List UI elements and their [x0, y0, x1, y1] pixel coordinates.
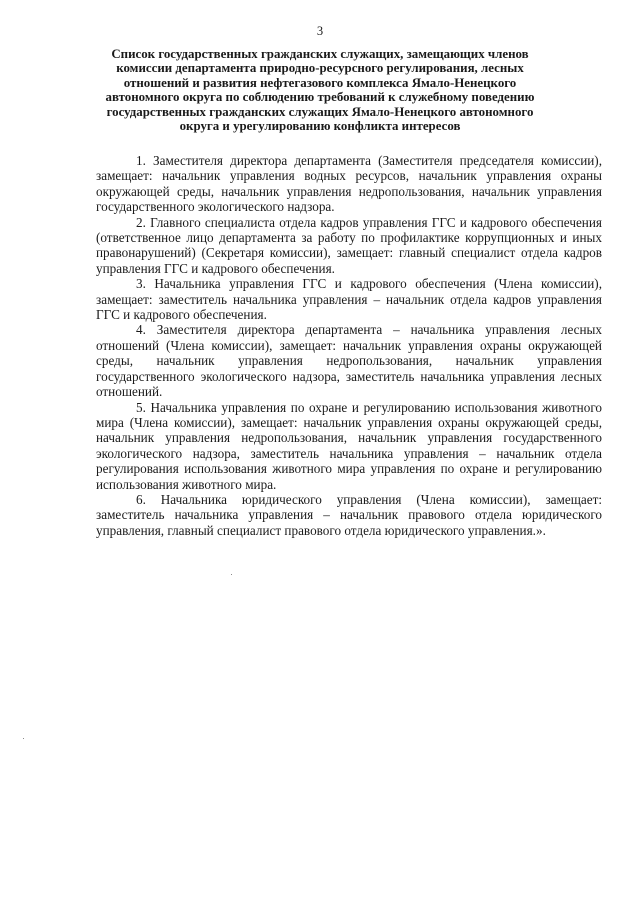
list-item-5: 5. Начальника управления по охране и регулированию использования животного мира (Члена комиссии), замещает: начальник управления охраны окружающей среды, начальник управления недропользования, начальник управления государственного экологического надзора, заместитель начальника управления – начальник отдела регулирования использования животного мира управления по охране и регулированию использования животного мира. — [96, 399, 602, 492]
list-item-3: 3. Начальника управления ГГС и кадрового обеспечения (Члена комиссии), замещает: заместитель начальника управления – начальник отдела кадров управления ГГС и кадрового обеспечения. — [96, 276, 602, 323]
scan-speck — [231, 574, 232, 575]
list-item-6: 6. Начальника юридического управления (Члена комиссии), замещает: заместитель начальника управления – начальник правового отдела юридического управления, главный специалист правового отдела юридического управления.». — [96, 491, 602, 538]
page-number: 3 — [316, 24, 324, 38]
list-item-2: 2. Главного специалиста отдела кадров управления ГГС и кадрового обеспечения (ответственное лицо департамента за работу по профилактике коррупционных и иных правонарушений) (Секретаря комиссии), замещает: главный специалист отдела кадров управления ГГС и кадрового обеспечения. — [96, 214, 602, 276]
list-item-1: 1. Заместителя директора департамента (Заместителя председателя комиссии), замещает: начальник управления водных ресурсов, начальник управления охраны окружающей среды, начальник управления недропользования, начальник управления государственного экологического надзора. — [96, 153, 602, 215]
document-body — [96, 153, 602, 538]
scan-speck — [23, 738, 24, 739]
list-item-4: 4. Заместителя директора департамента – начальника управления лесных отношений (Члена комиссии), замещает: начальник управления охраны окружающей среды, начальник управления недропользования, начальник управления государственного экологического надзора, заместитель начальника управления лесных отношений. — [96, 322, 602, 400]
document-title: Список государственных гражданских служащих, замещающих членов комиссии департамента природно-ресурсного регулирования, лесных отношений и развития нефтегазового комплекса Ямало-Ненецкого автономного округа по соблюдению требований к служебному поведению государственных гражданских служащих Ямало-Ненецкого автономного округа и урегулированию конфликта интересов — [105, 47, 535, 134]
